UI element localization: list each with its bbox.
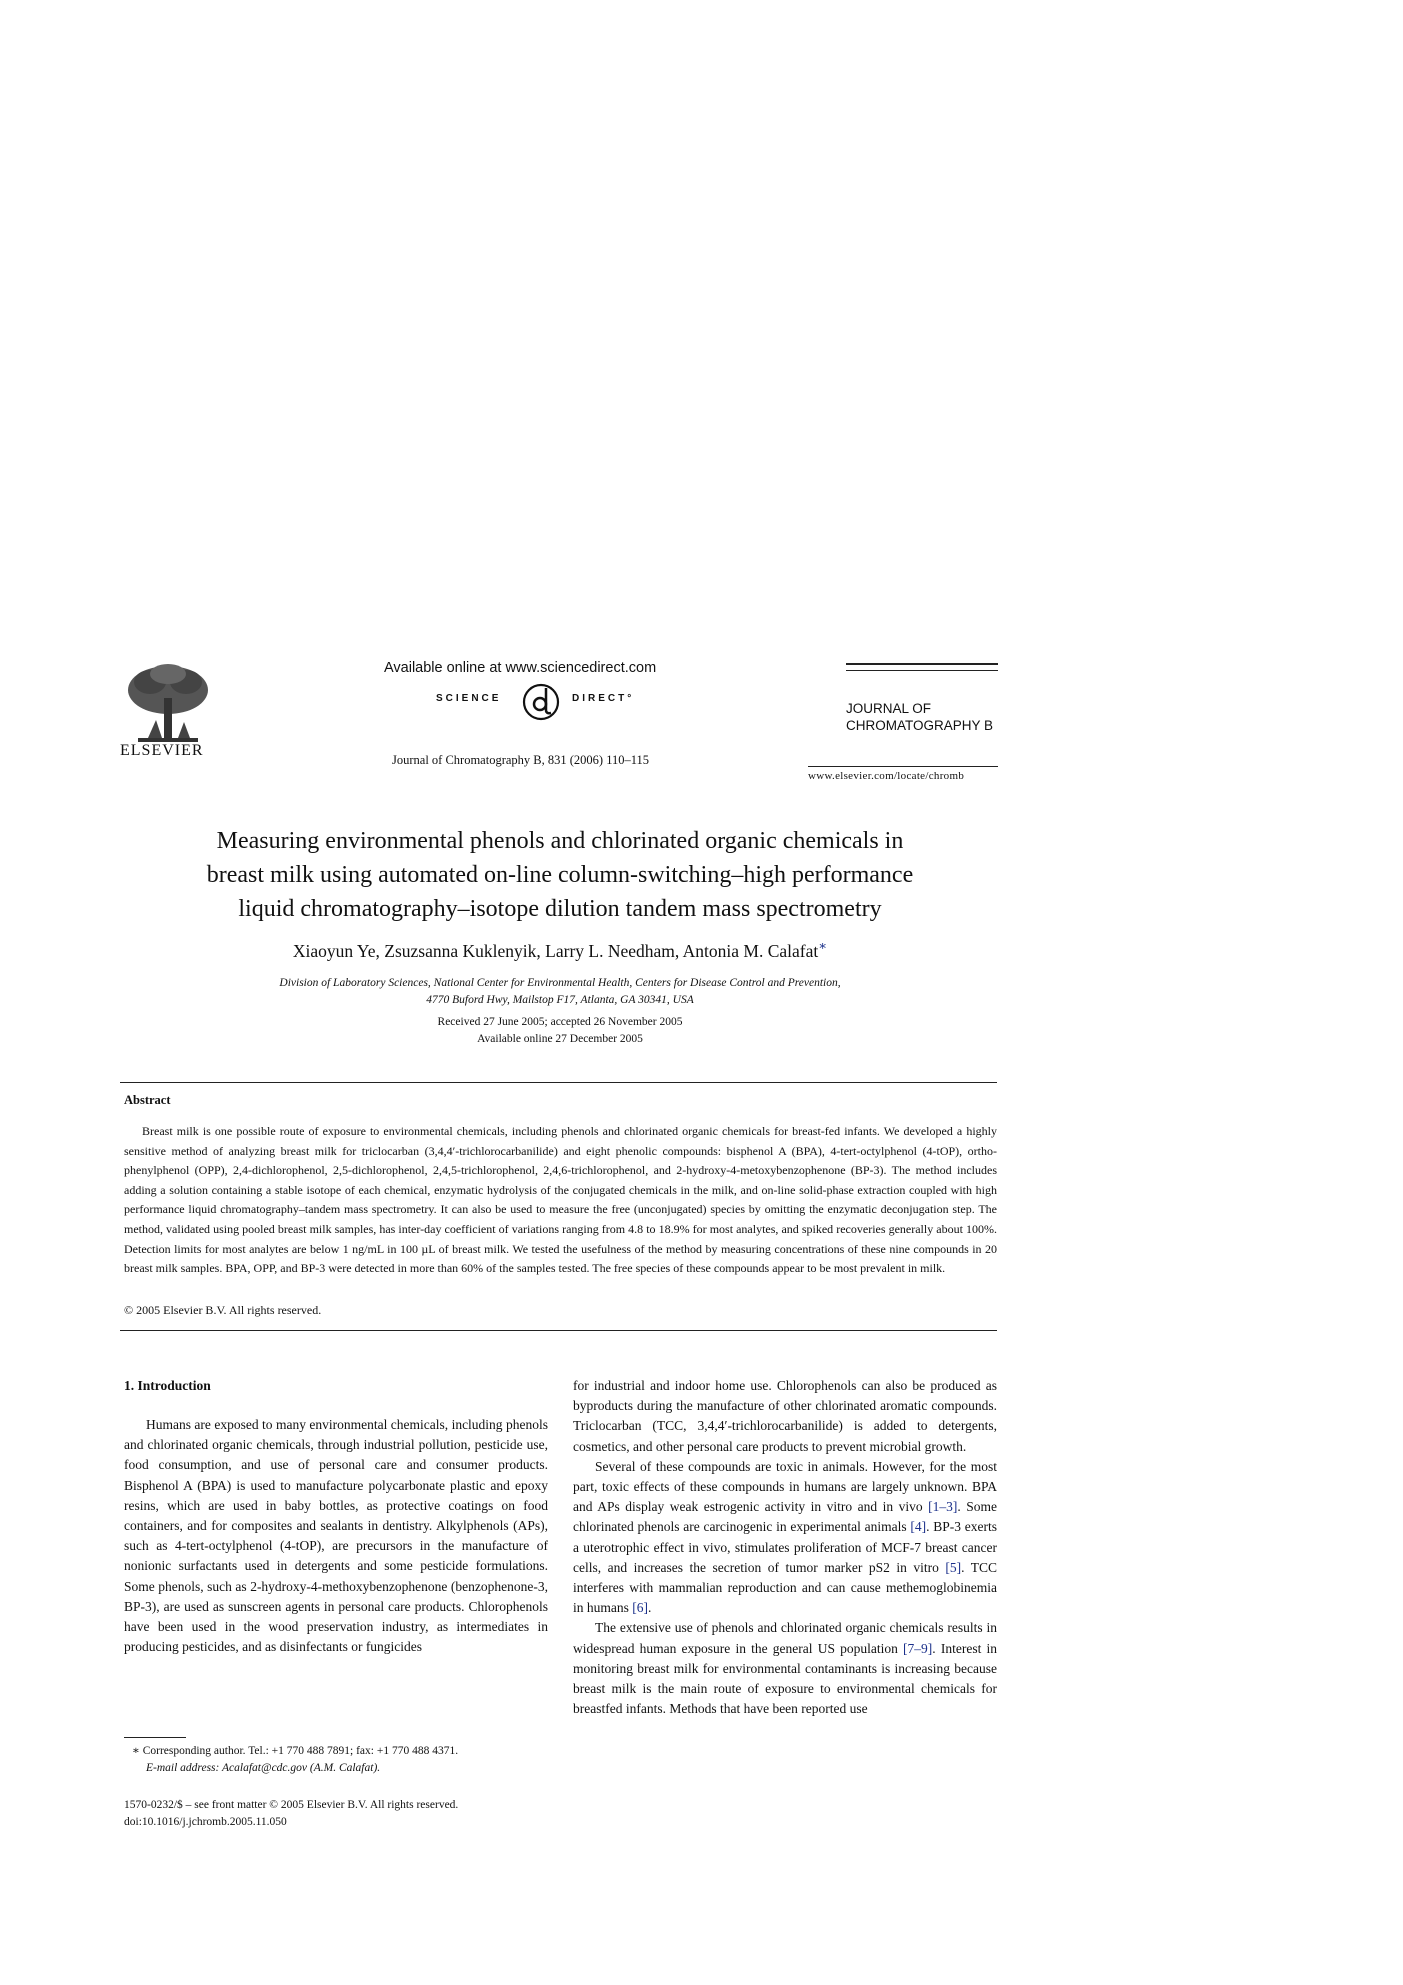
author-list: [120, 938, 1000, 962]
issn-line: 1570-0232/$ – see front matter © 2005 Elsevier B.V. All rights reserved.: [124, 1799, 459, 1811]
sciencedirect-logo: [436, 680, 676, 722]
abstract-text: Breast milk is one possible route of exposure to environmental chemicals, including phenols and chlorinated organic chemicals for breast-fed infants. We developed a highly sensitive method of analyzing breast milk for triclocarban (3,4,4′-trichlorocarbanilide) and eight phenolic compounds: bisphenol A (BPA), 4-tert-octylphenol (4-tOP), ortho-phenylphenol (OPP), 2,4-dichlorophenol, 2,5-dichlorophenol, 2,4,5-trichlorophenol, 2,4,6-trichlorophenol, and 2-hydroxy-4-metoxybenzophenone (BP-3). The method includes adding a solution containing a stable isotope of each chemical, enzymatic hydrolysis of the conjugated chemicals in the milk, and on-line solid-phase extraction coupled with high performance liquid chromatography–tandem mass spectrometry. It can also be used to measure the free (unconjugated) species by omitting the enzymatic deconjugation step. The method, validated using pooled breast milk samples, has inter-day coefficient of variations ranging from 4.8 to 18.9% for most analytes, and spiked recoveries generally about 100%. Detection limits for most analytes are below 1 ng/mL in 100 µL of breast milk. We tested the usefulness of the method by measuring concentrations of these nine compounds in 20 breast milk samples. BPA, OPP, and BP-3 were detected in more than 60% of the samples tested. The free species of these compounds appear to be most prevalent in milk.: [124, 1124, 997, 1276]
left-column: [124, 1415, 548, 1657]
intro-paragraph-1-cont: for industrial and indoor home use. Chlorophenols can also be produced as byproducts during the manufacture of other chlorinated aromatic compounds. Triclocarban (TCC, 3,4,4′-trichlorocarbanilide) is added to detergents, cosmetics, and other personal care products to prevent microbial growth.: [573, 1378, 997, 1454]
received-date: Received 27 June 2005; accepted 26 November 2005: [437, 1016, 683, 1028]
front-matter: [124, 1797, 458, 1831]
affiliation-line-2: 4770 Buford Hwy, Mailstop F17, Atlanta, GA 30341, USA: [426, 994, 694, 1006]
abstract-copyright: © 2005 Elsevier B.V. All rights reserved.: [124, 1303, 322, 1317]
citation-link-7-9[interactable]: [7–9]: [903, 1640, 933, 1656]
available-online-text[interactable]: Available online at www.sciencedirect.com: [384, 660, 657, 676]
title-line-2: breast milk using automated on-line column-switching–high performance: [206, 862, 914, 888]
email-note[interactable]: E-mail address: Acalafat@cdc.gov (A.M. Calafat).: [146, 1762, 381, 1774]
journal-rule-second: [846, 670, 998, 671]
abstract-heading: Abstract: [124, 1093, 171, 1107]
footnote: [124, 1743, 458, 1777]
right-column: [573, 1376, 997, 1719]
corresponding-author-note: ∗ Corresponding author. Tel.: +1 770 488 7891; fax: +1 770 488 4371.: [132, 1745, 459, 1757]
p3-text-b: . Interest in monitoring breast milk for environmental contaminants is increasing because breast milk is the main route of exposure to environmental chemicals for breastfed infants. Methods that have been reported use: [573, 1640, 997, 1717]
doi-line[interactable]: doi:10.1016/j.jchromb.2005.11.050: [124, 1816, 287, 1828]
p2-text-c: . BP-3 exerts a uterotrophic effect in vivo, stimulates proliferation of MCF-7 breast cancer cells, and increases the secretion of tumor marker pS2 in vitro: [573, 1519, 997, 1575]
journal-name: [846, 700, 1016, 734]
intro-paragraph-1: Humans are exposed to many environmental chemicals, including phenols and chlorinated organic chemicals, through industrial pollution, pesticide use, food consumption, and use of personal care and consumer products. Bisphenol A (BPA) is used to manufacture polycarbonate plastic and epoxy resins, which are used in baby bottles, as protective coatings on food containers, and for composites and sealants in dentistry. Alkylphenols (APs), such as 4-tert-octylphenol (4-tOP), are precursors in the manufacture of nonionic surfactants used in detergents and some pesticide formulations. Some phenols, such as 2-hydroxy-4-methoxybenzophenone (benzophenone-3, BP-3), are used as sunscreen agents in personal care products. Chlorophenols have been used in the wood preservation industry, as intermediates in producing pesticides, and as disinfectants or fungicides: [124, 1417, 548, 1655]
footnote-rule: [124, 1737, 186, 1738]
affiliation-line-1: Division of Laboratory Sciences, National Center for Environmental Health, Centers for Disease Control and Prevention,: [279, 977, 841, 989]
journal-name-line1: JOURNAL OF: [846, 701, 932, 716]
affiliation: [120, 975, 1000, 1009]
publisher-name: ELSEVIER: [120, 742, 204, 759]
p3-text-a: The extensive use of phenols and chlorinated organic chemicals results in widespread human exposure in the general US population: [573, 1620, 997, 1656]
intro-paragraph-3: [573, 1618, 997, 1719]
sd-logo-right: DIRECT°: [572, 693, 635, 704]
abstract-rule-top: [120, 1082, 997, 1083]
p2-text-b: . Some chlorinated phenols are carcinogenic in experimental animals: [573, 1499, 997, 1535]
p2-text-a: Several of these compounds are toxic in animals. However, for the most part, toxic effects of these compounds in humans are largely unknown. BPA and APs display weak estrogenic activity in vitro and in vivo: [573, 1458, 997, 1515]
journal-rule-top: [846, 663, 998, 665]
journal-url-link[interactable]: www.elsevier.com/locate/chromb: [808, 770, 965, 782]
authors-text: Xiaoyun Ye, Zsuzsanna Kuklenyik, Larry L. Needham, Antonia M. Calafat: [292, 940, 819, 961]
citation-link-1-3[interactable]: [1–3]: [928, 1499, 958, 1515]
journal-citation: Journal of Chromatography B, 831 (2006) 110–115: [392, 753, 650, 767]
citation-link-4[interactable]: [4]: [910, 1519, 927, 1535]
sd-logo-left: SCIENCE: [436, 693, 502, 704]
citation-link-5[interactable]: [5]: [945, 1559, 962, 1575]
abstract-rule-bottom: [120, 1330, 997, 1331]
sciencedirect-at-icon: [518, 680, 564, 722]
section-heading-introduction: 1. Introduction: [124, 1378, 211, 1393]
abstract-body: [124, 1122, 997, 1279]
intro-paragraph-2: [573, 1457, 997, 1619]
article-title: [120, 824, 1000, 926]
p2-text-d: . TCC interferes with mammalian reproduction and can cause methemoglobinemia in humans: [573, 1559, 997, 1616]
corresponding-author-mark[interactable]: ∗: [818, 938, 828, 953]
journal-rule-bottom: [808, 766, 998, 767]
title-line-1: Measuring environmental phenols and chlorinated organic chemicals in: [216, 828, 904, 854]
available-date: Available online 27 December 2005: [477, 1033, 643, 1045]
citation-link-6[interactable]: [6]: [632, 1600, 648, 1616]
p2-text-e: .: [648, 1600, 652, 1616]
journal-name-line2: CHROMATOGRAPHY B: [846, 718, 994, 733]
title-line-3: liquid chromatography–isotope dilution tandem mass spectrometry: [238, 896, 882, 922]
article-dates: [120, 1014, 1000, 1048]
